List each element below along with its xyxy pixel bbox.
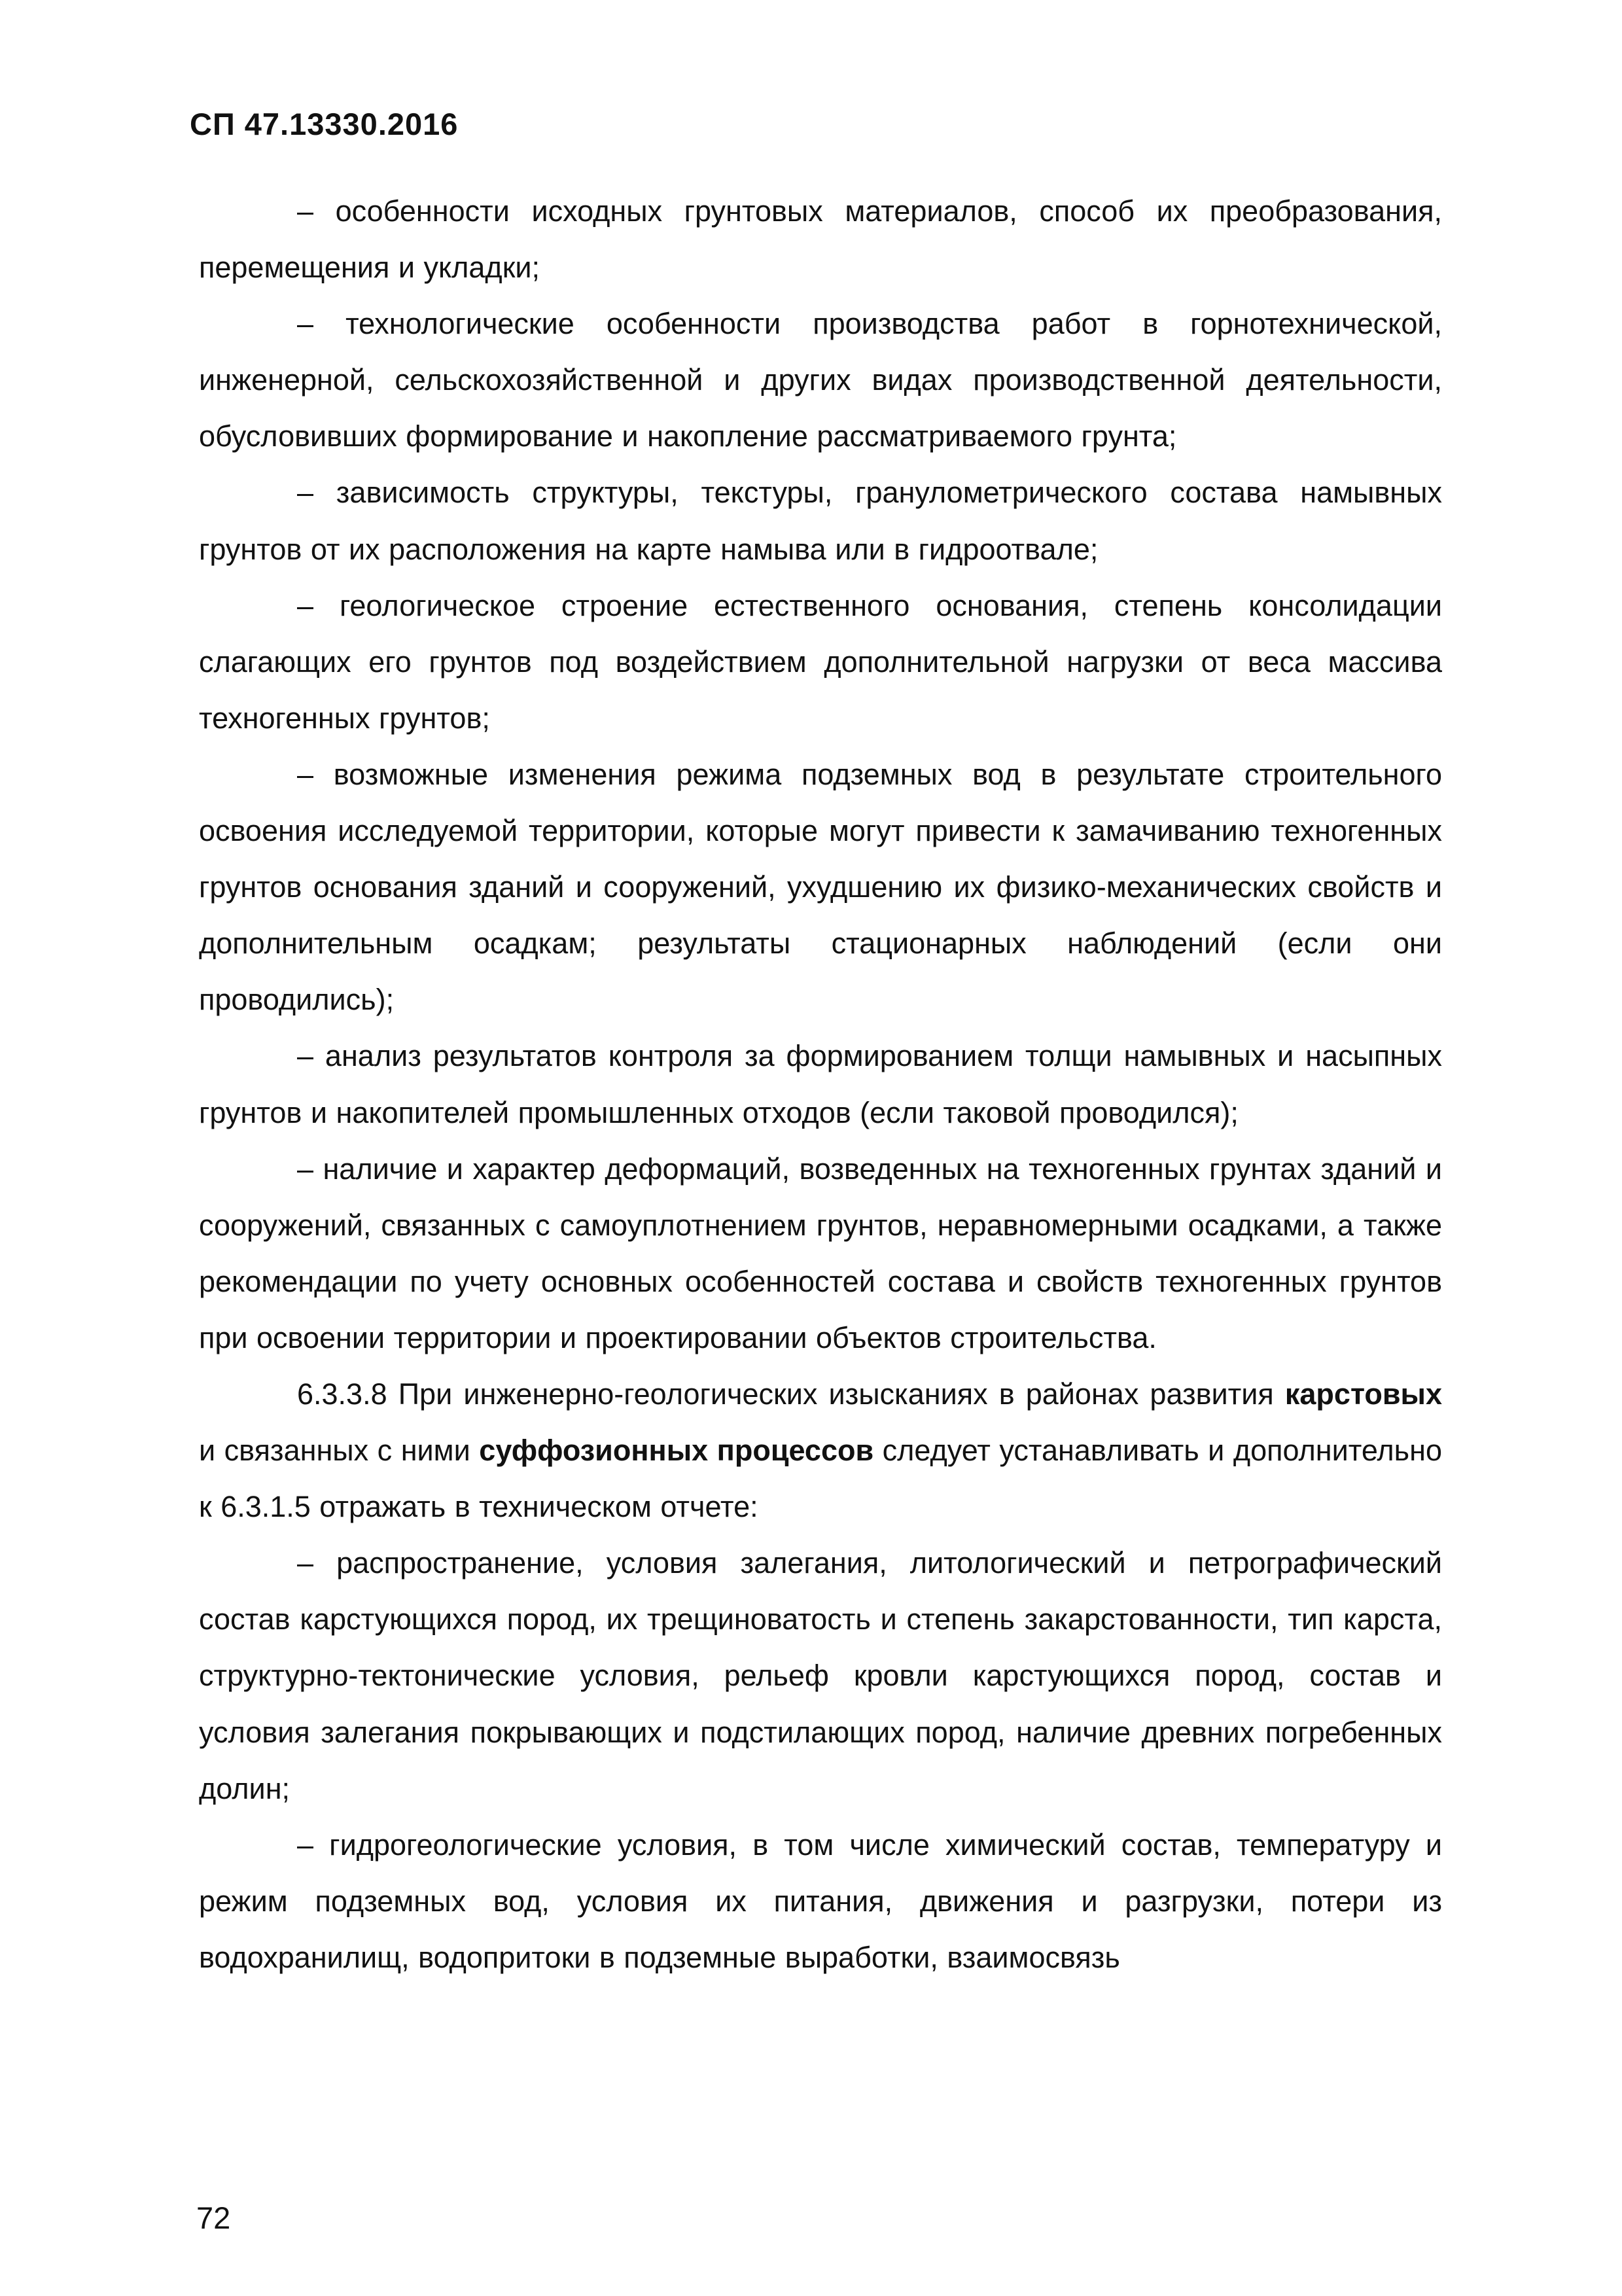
- document-body: [199, 183, 1442, 1986]
- list-item: – анализ результатов контроля за формированием толщи намывных и насыпных грунтов и накопителей промышленных отходов (если таковой проводился);: [199, 1039, 1442, 1129]
- page-number: 72: [196, 2200, 231, 2235]
- list-item: – распространение, условия залегания, литологический и петрографический состав карстующихся пород, их трещиноватость и степень закарстованности, тип карста, структурно-тектонические условия, рельеф кровли карстующихся пород, состав и условия залегания покрывающих и подстилающих пород, наличие древних погребенных долин;: [199, 1546, 1442, 1805]
- list-item: – технологические особенности производства работ в горнотехнической, инженерной, сельскохозяйственной и других видах производственной деятельности, обусловивших формирование и накопление рассматриваемого грунта;: [199, 307, 1442, 453]
- clause-text: 6.3.3.8 При инженерно-геологических изысканиях в районах развития: [297, 1377, 1285, 1411]
- clause-text: следует устанавливать и дополнительно к 6.3.1.5 отражать в техническом отчете:: [199, 1434, 1443, 1524]
- list-item: – возможные изменения режима подземных вод в результате строительного освоения исследуемой территории, которые могут привести к замачиванию техногенных грунтов основания зданий и сооружений, ухудшению их физико-механических свойств и дополнительным осадкам; результаты стационарных наблюдений (если они проводились);: [199, 757, 1442, 1017]
- list-item: – гидрогеологические условия, в том числе химический состав, температуру и режим подземных вод, условия их питания, движения и разгрузки, потери из водохранилищ, водопритоки в подземные выработки, взаимосвязь: [199, 1828, 1442, 1974]
- clause-text: и связанных с ними: [199, 1434, 480, 1468]
- list-item: – особенности исходных грунтовых материалов, способ их преобразования, перемещения и укладки;: [199, 194, 1442, 285]
- clause-6-3-3-8: [199, 1366, 1442, 1535]
- list-item: – зависимость структуры, текстуры, гранулометрического состава намывных грунтов от их расположения на карте намыва или в гидроотвале;: [199, 476, 1442, 566]
- clause-bold-term: суффозионных процессов: [479, 1434, 874, 1468]
- list-item: – наличие и характер деформаций, возведенных на техногенных грунтах зданий и сооружений, связанных с самоуплотнением грунтов, неравномерными осадками, а также рекомендации по учету основных особенностей состава и свойств техногенных грунтов при освоении территории и проектировании объектов строительства.: [199, 1152, 1442, 1354]
- clause-bold-term: карстовых: [1284, 1377, 1442, 1411]
- list-item: – геологическое строение естественного основания, степень консолидации слагающих его грунтов под воздействием дополнительной нагрузки от веса массива техногенных грунтов;: [199, 588, 1442, 735]
- document-code-header: СП 47.13330.2016: [190, 107, 459, 141]
